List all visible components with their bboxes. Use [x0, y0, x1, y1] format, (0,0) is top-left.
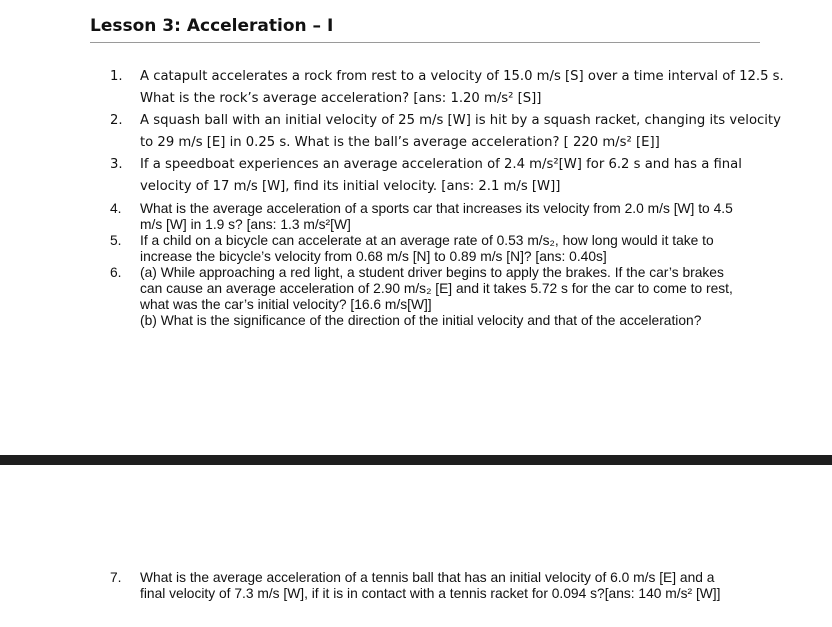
question-number: 7. [110, 570, 122, 585]
question-text [140, 233, 760, 265]
question-line: What is the average acceleration of a tennis ball that has an initial velocity of 6.0 m/s [E] and a [140, 570, 715, 585]
question-line: If a child on a bicycle can accelerate at an average rate of 0.53 m/s₂, how long would it take to [140, 233, 714, 248]
question-line: What is the average acceleration of a sports car that increases its velocity from 2.0 m/s [W] to 4.5 [140, 201, 733, 216]
page-break-band [0, 455, 832, 465]
question-number: 4. [110, 201, 122, 216]
question-text [140, 154, 760, 198]
question-text [140, 66, 784, 110]
question-text [140, 201, 760, 233]
question-line: velocity of 17 m/s [W], find its initial velocity. [ans: 2.1 m/s [W]] [140, 179, 561, 194]
question-line: What is the rock’s average acceleration? [ans: 1.20 m/s² [S]] [140, 91, 542, 106]
question-line: increase the bicycle’s velocity from 0.68 m/s [N] to 0.89 m/s [N]? [ans: 0.40s] [140, 249, 607, 264]
question-line: (b) What is the significance of the direction of the initial velocity and that of the acceleration? [140, 313, 702, 328]
question-line: If a speedboat experiences an average acceleration of 2.4 m/s²[W] for 6.2 s and has a final [140, 157, 742, 172]
question-line: what was the car’s initial velocity? [16.6 m/s[W]] [140, 297, 432, 312]
question-line: (a) While approaching a red light, a student driver begins to apply the brakes. If the car’s brakes [140, 265, 724, 280]
title-divider [90, 42, 760, 43]
question-number: 3. [110, 157, 123, 172]
question-text [140, 265, 760, 329]
question-line: final velocity of 7.3 m/s [W], if it is in contact with a tennis racket for 0.094 s?[ans: 140 m/s² [W]] [140, 586, 721, 601]
question-line: A squash ball with an initial velocity of 25 m/s [W] is hit by a squash racket, changing its velocity [140, 113, 781, 128]
question-text [140, 570, 760, 602]
question-text [140, 110, 781, 154]
question-line: to 29 m/s [E] in 0.25 s. What is the ball’s average acceleration? [ 220 m/s² [E]] [140, 135, 660, 150]
question-line: A catapult accelerates a rock from rest to a velocity of 15.0 m/s [S] over a time interval of 12.5 s. [140, 69, 784, 84]
question-number: 5. [110, 233, 122, 248]
question-number: 6. [110, 265, 122, 280]
question-line: can cause an average acceleration of 2.90 m/s₂ [E] and it takes 5.72 s for the car to come to rest, [140, 281, 733, 296]
lesson-title: Lesson 3: Acceleration – I [90, 16, 334, 36]
question-number: 2. [110, 113, 123, 128]
question-number: 1. [110, 69, 123, 84]
question-line: m/s [W] in 1.9 s? [ans: 1.3 m/s²[W] [140, 217, 351, 232]
